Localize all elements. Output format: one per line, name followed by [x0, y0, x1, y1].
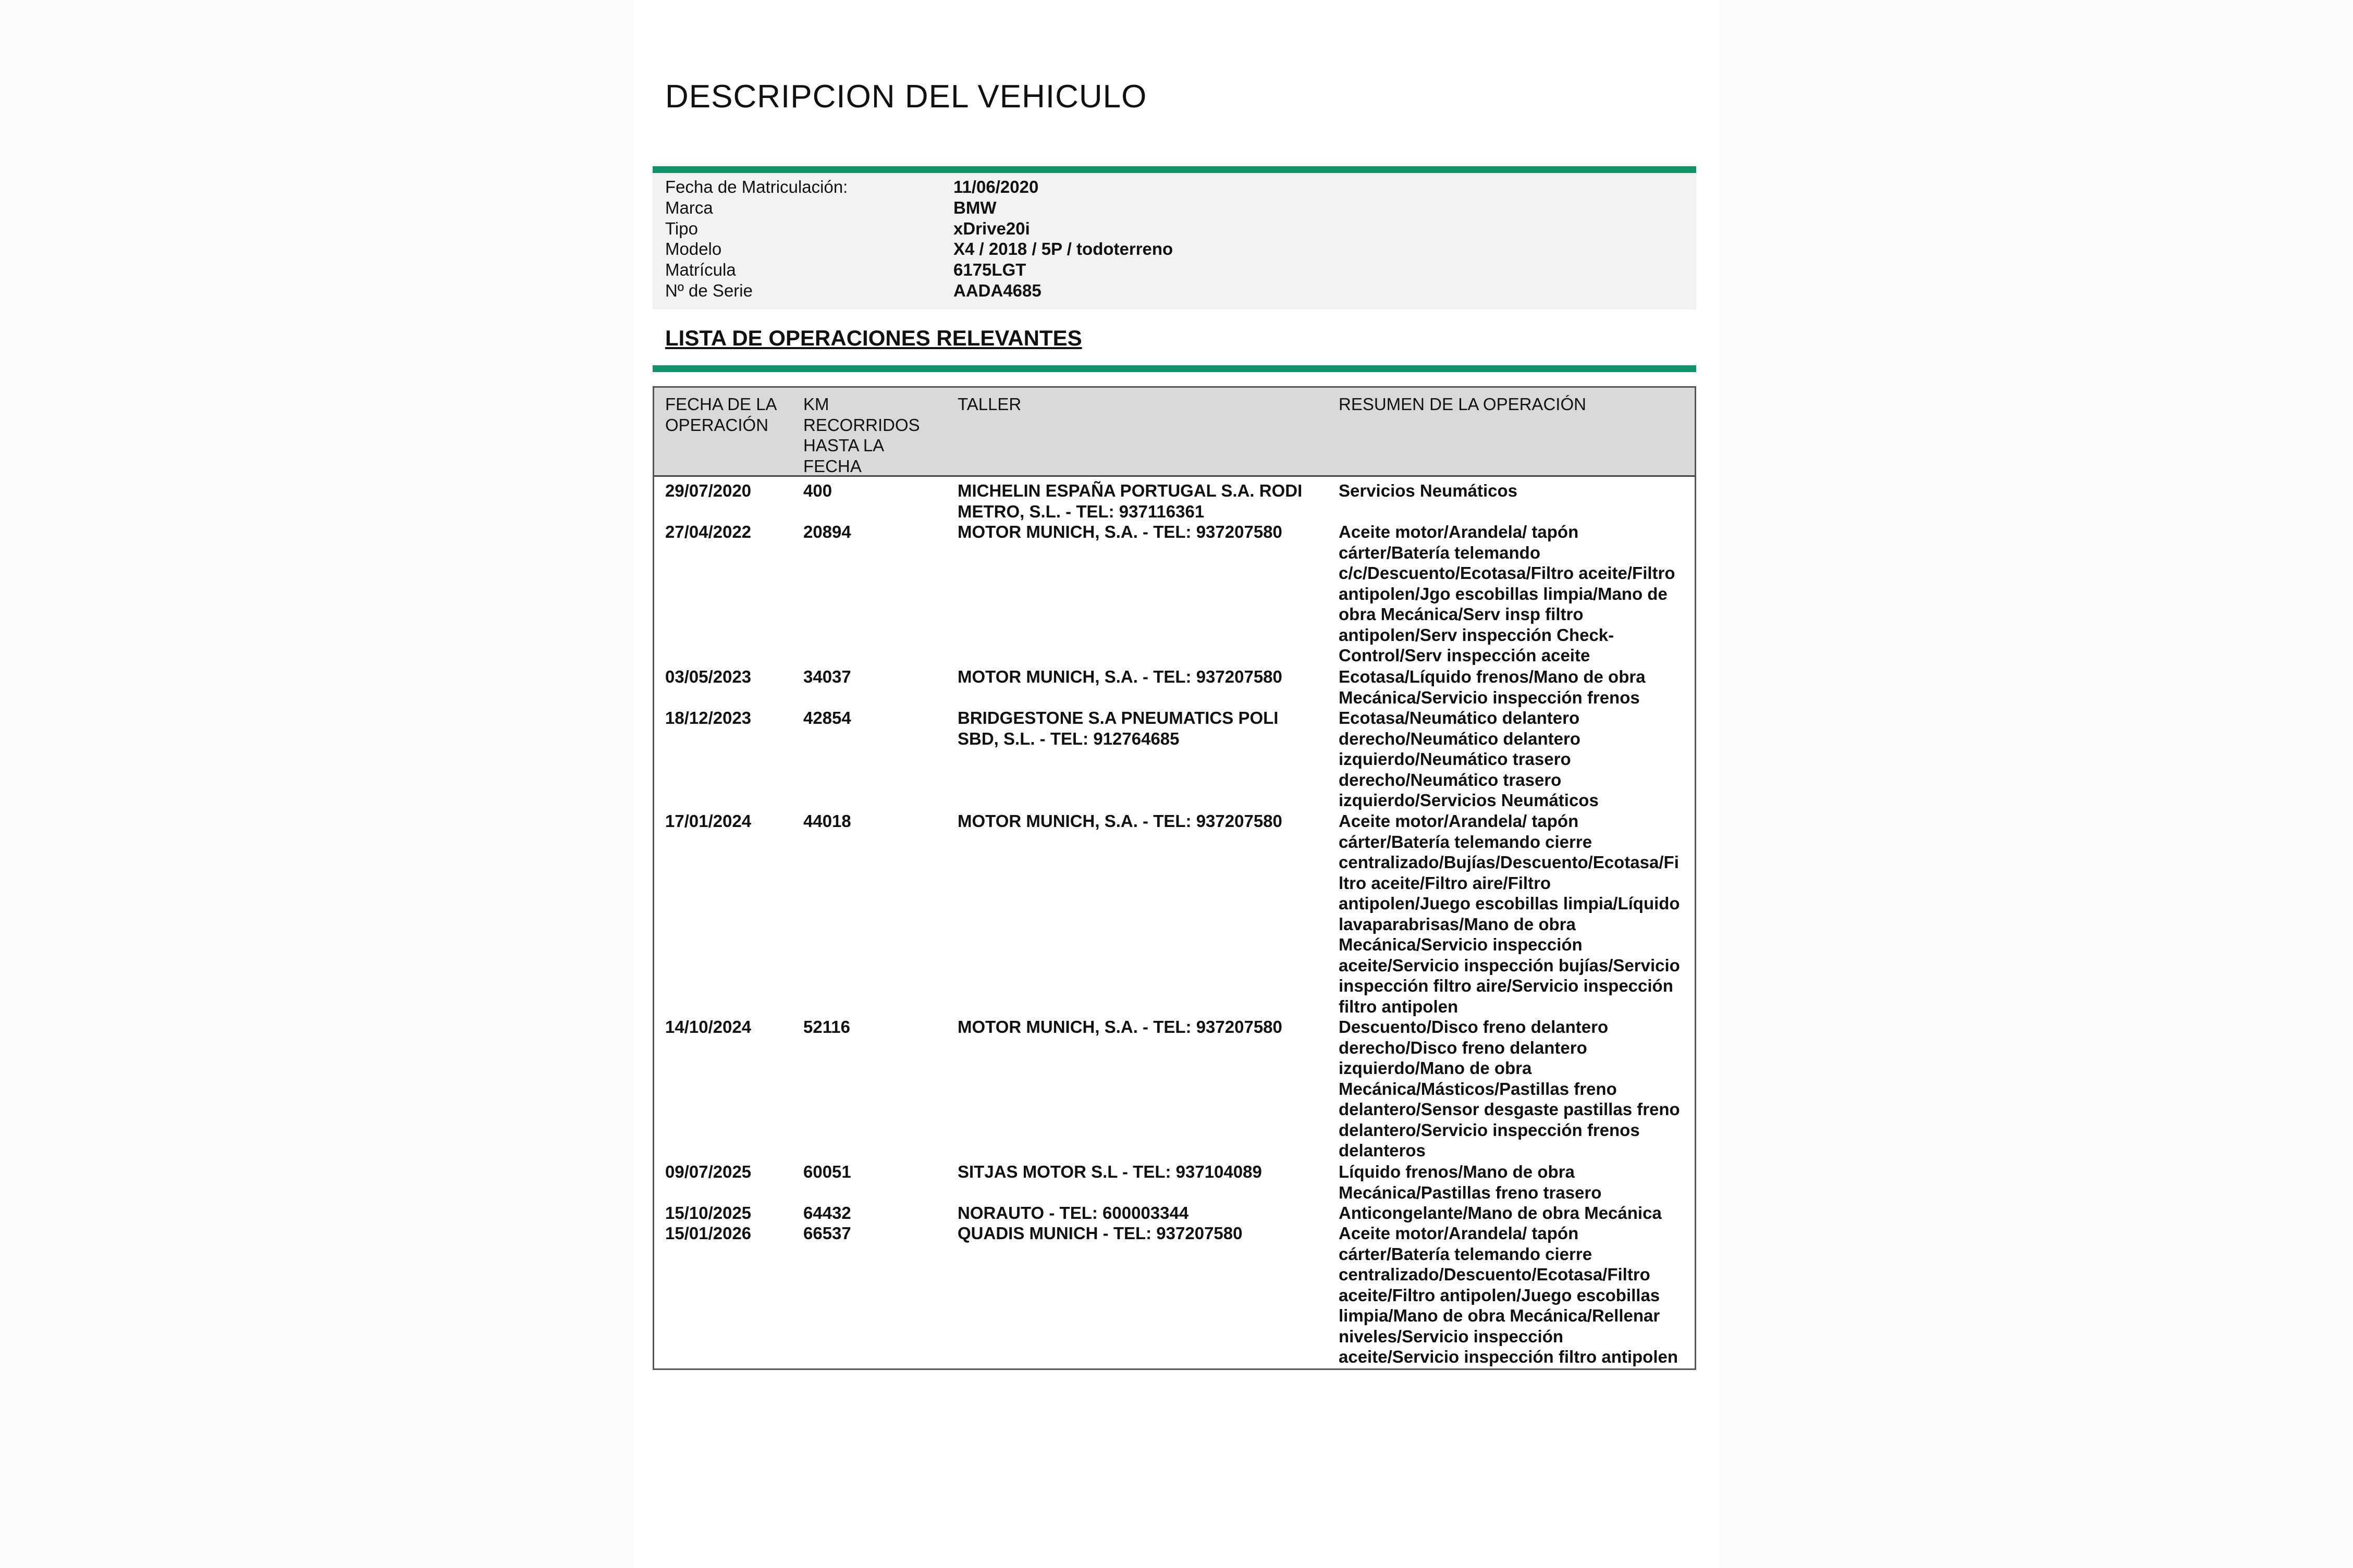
cell-fecha: 14/10/2024	[665, 1017, 752, 1036]
text-line: limpia/Mano de obra Mecánica/Rellenar	[1339, 1306, 1660, 1325]
cell-taller	[958, 1223, 1312, 1244]
cell-resumen	[1339, 1223, 1688, 1367]
cell-resumen	[1339, 1162, 1688, 1203]
cell-km: 66537	[803, 1224, 851, 1243]
cell-resumen	[1339, 708, 1688, 811]
text-line: izquierdo/Neumático trasero	[1339, 749, 1571, 769]
text-line: MOTOR MUNICH, S.A. - TEL: 937207580	[958, 811, 1282, 831]
text-line: izquierdo/Mano de obra	[1339, 1058, 1532, 1078]
cell-resumen	[1339, 666, 1688, 708]
text-line: Ecotasa/Líquido frenos/Mano de obra	[1339, 667, 1646, 686]
text-line: Anticongelante/Mano de obra Mecánica	[1339, 1203, 1662, 1223]
vehicle-field-value: BMW	[953, 198, 997, 217]
text-line: aceite/Filtro antipolen/Juego escobillas	[1339, 1285, 1660, 1305]
text-line: inspección filtro aire/Servicio inspección	[1339, 976, 1673, 995]
text-line: filtro antipolen	[1339, 996, 1459, 1016]
text-line: Mecánica/Servicio inspección	[1339, 935, 1583, 954]
cell-taller	[958, 811, 1312, 832]
text-line: MOTOR MUNICH, S.A. - TEL: 937207580	[958, 522, 1282, 541]
cell-km: 52116	[803, 1017, 850, 1036]
cell-fecha: 03/05/2023	[665, 667, 752, 686]
text-line: SBD, S.L. - TEL: 912764685	[958, 729, 1180, 748]
text-line: Líquido frenos/Mano de obra	[1339, 1162, 1575, 1181]
text-line: derecho/Neumático trasero	[1339, 770, 1562, 789]
cell-fecha: 15/10/2025	[665, 1203, 752, 1223]
text-line: Aceite motor/Arandela/ tapón	[1339, 811, 1579, 831]
text-line: Aceite motor/Arandela/ tapón	[1339, 522, 1579, 541]
cell-resumen	[1339, 811, 1688, 1017]
cell-fecha: 15/01/2026	[665, 1224, 752, 1243]
text-line: ltro aceite/Filtro aire/Filtro	[1339, 873, 1551, 893]
text-line: derecho/Neumático delantero	[1339, 729, 1580, 748]
cell-resumen	[1339, 480, 1688, 501]
text-line: Mecánica/Servicio inspección frenos	[1339, 687, 1640, 707]
cell-km: 60051	[803, 1162, 851, 1181]
cell-km: 20894	[803, 522, 851, 541]
text-line: FECHA	[803, 456, 862, 476]
vehicle-field-label: Matrícula	[665, 260, 736, 279]
vehicle-field-label: Tipo	[665, 219, 698, 238]
text-line: antipolen/Juego escobillas limpia/Líquido	[1339, 894, 1680, 913]
text-line: cárter/Batería telemando cierre	[1339, 1244, 1592, 1264]
cell-fecha: 17/01/2024	[665, 811, 752, 831]
vehicle-field-label: Marca	[665, 198, 713, 217]
text-line: antipolen/Serv inspección Check-	[1339, 625, 1614, 645]
header-resumen	[1339, 394, 1672, 415]
text-line: niveles/Servicio inspección	[1339, 1326, 1564, 1346]
text-line: METRO, S.L. - TEL: 937116361	[958, 501, 1205, 521]
cell-taller	[958, 522, 1312, 542]
text-line: lavaparabrisas/Mano de obra	[1339, 914, 1576, 934]
cell-fecha: 18/12/2023	[665, 708, 752, 727]
cell-resumen	[1339, 1203, 1688, 1224]
text-line: obra Mecánica/Serv insp filtro	[1339, 604, 1584, 624]
cell-taller	[958, 1017, 1312, 1038]
text-line: QUADIS MUNICH - TEL: 937207580	[958, 1224, 1243, 1243]
cell-taller	[958, 708, 1312, 749]
text-line: aceite/Servicio inspección bujías/Servicio	[1339, 955, 1680, 975]
vehicle-field-label: Fecha de Matriculación:	[665, 177, 848, 196]
vehicle-field-label: Modelo	[665, 239, 722, 258]
text-line: delantero/Servicio inspección frenos	[1339, 1120, 1640, 1140]
text-line: Servicios Neumáticos	[1339, 481, 1517, 500]
text-line: Descuento/Disco freno delantero	[1339, 1017, 1609, 1036]
header-taller	[958, 394, 1270, 415]
operations-heading: LISTA DE OPERACIONES RELEVANTES	[665, 326, 1082, 350]
cell-resumen	[1339, 1017, 1688, 1161]
cell-km: 42854	[803, 708, 851, 727]
header-km	[803, 394, 928, 476]
text-line: delantero/Sensor desgaste pastillas freno	[1339, 1100, 1680, 1119]
operations-table-header	[654, 388, 1695, 477]
text-line: RECORRIDOS	[803, 415, 920, 435]
text-line: RESUMEN DE LA OPERACIÓN	[1339, 394, 1586, 414]
text-line: FECHA DE LA	[665, 394, 777, 414]
text-line: Ecotasa/Neumático delantero	[1339, 708, 1580, 727]
vehicle-field-value: AADA4685	[953, 281, 1041, 300]
text-line: aceite/Servicio inspección filtro antipolen	[1339, 1347, 1678, 1366]
text-line: Control/Serv inspección aceite	[1339, 646, 1590, 665]
cell-resumen	[1339, 522, 1688, 666]
text-line: derecho/Disco freno delantero	[1339, 1038, 1587, 1057]
text-line: MOTOR MUNICH, S.A. - TEL: 937207580	[958, 667, 1282, 686]
text-line: Mecánica/Pastillas freno trasero	[1339, 1182, 1602, 1202]
cell-fecha: 27/04/2022	[665, 522, 752, 541]
vehicle-field-value: xDrive20i	[953, 219, 1030, 238]
section-divider-operations	[653, 365, 1696, 372]
cell-km: 64432	[803, 1203, 851, 1223]
cell-fecha: 09/07/2025	[665, 1162, 752, 1181]
section-divider-top	[653, 166, 1696, 173]
document-title: DESCRIPCION DEL VEHICULO	[665, 79, 1147, 115]
text-line: Aceite motor/Arandela/ tapón	[1339, 1224, 1579, 1243]
vehicle-field-value: X4 / 2018 / 5P / todoterreno	[953, 239, 1173, 258]
text-line: KM	[803, 394, 829, 414]
text-line: centralizado/Bujías/Descuento/Ecotasa/Fi	[1339, 853, 1679, 872]
cell-taller	[958, 666, 1312, 687]
text-line: SITJAS MOTOR S.L - TEL: 937104089	[958, 1162, 1262, 1181]
cell-fecha: 29/07/2020	[665, 481, 752, 500]
text-line: OPERACIÓN	[665, 415, 769, 435]
vehicle-field-value: 11/06/2020	[953, 177, 1039, 196]
text-line: Mecánica/Másticos/Pastillas freno	[1339, 1079, 1617, 1098]
vehicle-field-value: 6175LGT	[953, 260, 1026, 279]
text-line: MOTOR MUNICH, S.A. - TEL: 937207580	[958, 1017, 1282, 1036]
cell-taller	[958, 1203, 1312, 1224]
text-line: MICHELIN ESPAÑA PORTUGAL S.A. RODI	[958, 481, 1303, 500]
vehicle-field-label: Nº de Serie	[665, 281, 753, 300]
cell-km: 44018	[803, 811, 851, 831]
text-line: HASTA LA	[803, 436, 885, 455]
text-line: c/c/Descuento/Ecotasa/Filtro aceite/Filtro	[1339, 563, 1675, 583]
text-line: centralizado/Descuento/Ecotasa/Filtro	[1339, 1265, 1650, 1284]
text-line: NORAUTO - TEL: 600003344	[958, 1203, 1189, 1223]
text-line: BRIDGESTONE S.A PNEUMATICS POLI	[958, 708, 1279, 727]
text-line: izquierdo/Servicios Neumáticos	[1339, 791, 1599, 810]
text-line: antipolen/Jgo escobillas limpia/Mano de	[1339, 584, 1668, 603]
cell-taller	[958, 1162, 1312, 1182]
text-line: delanteros	[1339, 1141, 1426, 1160]
cell-km: 34037	[803, 667, 851, 686]
cell-taller	[958, 480, 1312, 522]
text-line: TALLER	[958, 394, 1022, 414]
header-fecha	[665, 394, 785, 435]
text-line: cárter/Batería telemando cierre	[1339, 832, 1592, 851]
cell-km: 400	[803, 481, 832, 500]
text-line: cárter/Batería telemando	[1339, 542, 1540, 562]
operations-table	[653, 386, 1696, 1370]
